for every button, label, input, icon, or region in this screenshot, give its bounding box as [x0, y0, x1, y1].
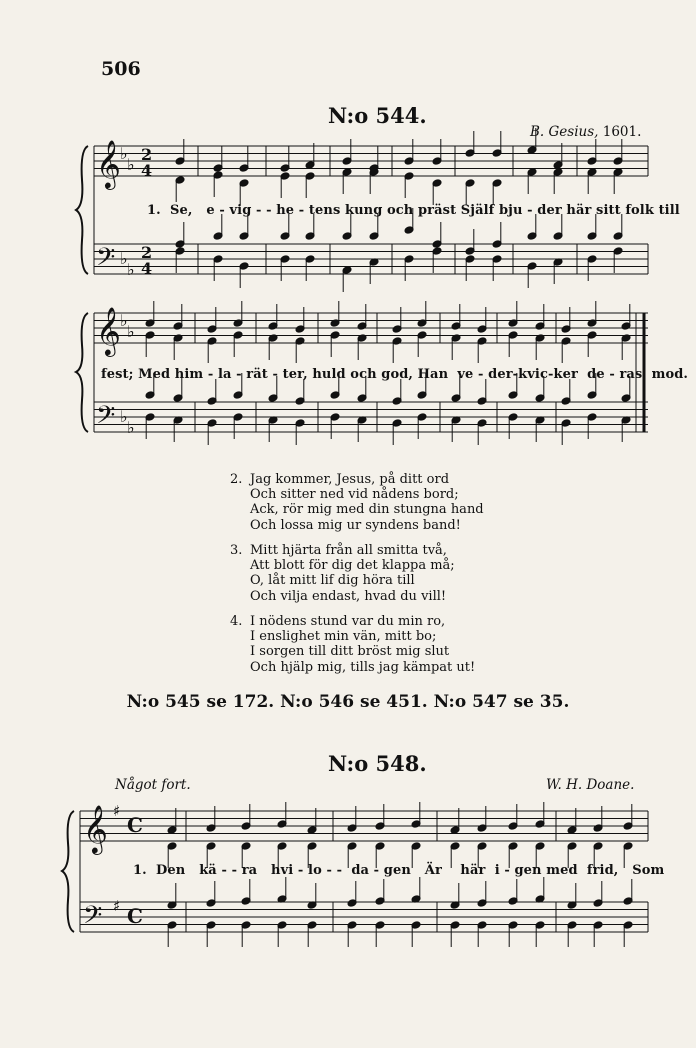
treble-clef-icon: 𝄞 [83, 804, 108, 853]
common-time: C [127, 813, 143, 837]
flat-icon: ♭ [127, 418, 135, 437]
system1-bass-staff [94, 244, 648, 274]
sharp-icon: ♯ [113, 802, 121, 820]
hymn-544-lyrics-line-1: 1. Se, e - vig - - he - tens kung och präst Själf bju - der här sitt folk till [147, 203, 680, 218]
hymn-544-title: N:o 544. [328, 103, 427, 128]
hymn-548-composer: W. H. Doane. [546, 777, 635, 793]
system3-treble-staff [80, 811, 648, 841]
flat-icon: ♭ [120, 311, 128, 330]
flat-icon: ♭ [120, 249, 128, 268]
sharp-icon: ♯ [113, 897, 121, 915]
common-time: C [127, 904, 143, 928]
flat-icon: ♭ [120, 407, 128, 426]
composer-name: B. Gesius, [530, 124, 599, 140]
tempo-marking: Något fort. [115, 777, 191, 793]
hymn-references: N:o 545 se 172. N:o 546 se 451. N:o 547 se 35. [126, 692, 570, 712]
verse-line: I enslighet min vän, mitt bo; [250, 629, 437, 645]
time-sig-bottom: 4 [141, 259, 153, 278]
time-sig-bottom: 4 [141, 161, 153, 180]
verse-line: Och hjälp mig, tills jag kämpat ut! [250, 659, 476, 675]
verse-line: Och lossa mig ur syndens band! [250, 517, 461, 533]
brace-system1 [76, 146, 88, 274]
bass-clef-icon: 𝄢 [96, 243, 116, 278]
verse-line: Ack, rör mig med din stungna hand [250, 502, 484, 518]
flat-icon: ♭ [127, 260, 135, 279]
note-heads [145, 128, 633, 947]
bass-clef-icon: 𝄢 [83, 901, 103, 936]
hymn-548-lyrics-line-1: 1. Den kä - - ra hvi - lo - - da - gen Är här i - gen med frid, Som [133, 863, 665, 878]
flat-icon: ♭ [127, 322, 135, 341]
verse-number: 3. [230, 543, 243, 558]
verse-line: I nödens stund var du min ro, [250, 614, 446, 629]
treble-clef-icon: 𝄞 [96, 139, 121, 188]
verse-line: I sorgen till ditt bröst mig slut [250, 644, 450, 660]
verse-2 [230, 472, 484, 533]
composer-year: 1601. [602, 124, 642, 140]
hymn-544-lyrics-line-2: fest; Med him - la - rät - ter, huld och god, Han ve - der-kvic-ker de - ras mod. [101, 367, 689, 382]
brace-system3 [62, 811, 74, 932]
verse-4 [230, 614, 475, 675]
brace-system2 [76, 313, 88, 432]
bass-clef-icon: 𝄢 [96, 401, 116, 436]
verse-line: Och vilja endast, hvad du vill! [250, 588, 447, 604]
flat-icon: ♭ [127, 155, 135, 174]
verse-line: Och sitter ned vid nådens bord; [250, 487, 459, 503]
verse-number: 2. [230, 472, 243, 487]
flat-icon: ♭ [120, 144, 128, 163]
time-sig-top: 2 [141, 145, 153, 164]
verse-number: 4. [230, 614, 243, 629]
treble-clef-icon: 𝄞 [96, 306, 121, 355]
verse-line: Jag kommer, Jesus, på ditt ord [250, 472, 450, 487]
verse-3 [230, 543, 455, 604]
hymn-548-title: N:o 548. [328, 751, 427, 776]
verse-line: Mitt hjärta från all smitta två, [250, 543, 447, 558]
verse-line: Att blott för dig det klappa må; [250, 558, 455, 574]
page-number: 506 [101, 58, 141, 80]
system3-bass-staff [80, 902, 648, 932]
time-sig-top: 2 [141, 243, 153, 262]
verse-line: O, låt mitt lif dig höra till [250, 573, 415, 589]
